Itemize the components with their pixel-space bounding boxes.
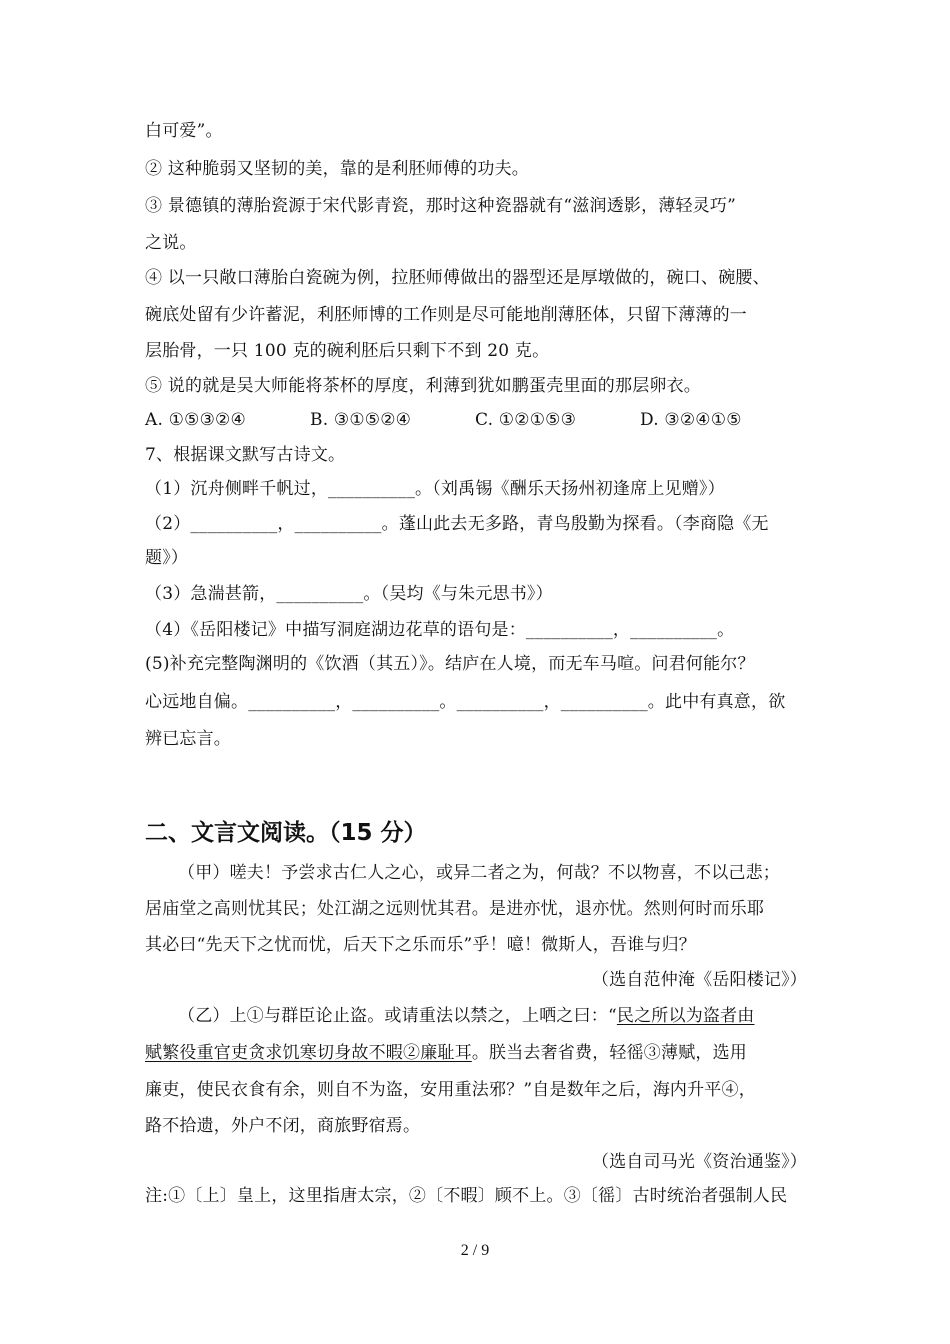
q7-line-4: （3）急湍甚箭，__________。（吴均《与朱元思书》）	[145, 584, 553, 604]
page-number: 2 / 9	[460, 1242, 490, 1259]
yi-line-1-text: （乙）上①与群臣论止盗。或请重法以禁之，上哂之曰：“	[178, 1006, 617, 1026]
q7-line-5: （4）《岳阳楼记》中描写洞庭湖边花草的语句是：__________，__________。	[145, 620, 735, 640]
q7-line-3: 题》）	[145, 548, 189, 568]
q6-line-4: 之说。	[145, 233, 197, 253]
option-a: A. ①⑤③②④	[145, 410, 246, 430]
option-b: B. ③①⑤②④	[310, 410, 412, 430]
jia-line-3: 其必曰“先天下之忧而忧，后天下之乐而乐”乎！噫！微斯人，吾谁与归？	[145, 935, 696, 955]
q7-title: 7、根据课文默写古诗文。	[145, 445, 346, 465]
yi-line-4: 路不拾遗，外户不闭，商旅野宿焉。	[145, 1116, 421, 1136]
yi-line-2-text: 。朕当去奢省费，轻徭③薄赋，选用	[471, 1043, 748, 1063]
yi-line-2	[145, 1041, 747, 1065]
jia-source: （选自范仲淹《岳阳楼记》）	[591, 970, 807, 990]
underlined-sentence-part-1: 民之所以为盗者由	[616, 1006, 755, 1026]
footnote: 注:①〔上〕皇上，这里指唐太宗，②〔不暇〕顾不上。③〔徭〕古时统治者强制人民	[145, 1186, 788, 1206]
yi-line-3: 廉吏，使民衣食有余，则自不为盗，安用重法邪？”自是数年之后，海内升平④，	[145, 1080, 756, 1100]
q7-line-7: 心远地自偏。__________，__________。__________，__________。此中有真意，欲	[145, 692, 786, 712]
option-c: C. ①②①⑤③	[475, 410, 577, 430]
q7-line-2: （2）__________，__________。蓬山此去无多路，青鸟殷勤为探看。（李商隐《无	[145, 514, 769, 534]
section-heading: 二、文言文阅读。（15 分）	[145, 820, 427, 846]
yi-line-1	[178, 1004, 755, 1028]
q6-line-2: ② 这种脆弱又坚韧的美，靠的是利胚师傅的功夫。	[145, 159, 530, 179]
q6-line-7: 层胎骨，一只 100 克的碗利胚后只剩下不到 20 克。	[145, 341, 550, 361]
yi-source: （选自司马光《资治通鉴》）	[591, 1152, 807, 1172]
q6-line-3: ③ 景德镇的薄胎瓷源于宋代影青瓷，那时这种瓷器就有“滋润透影，薄轻灵巧”	[145, 196, 736, 216]
jia-line-1: （甲）嗟夫！予尝求古仁人之心，或异二者之为，何哉？不以物喜，不以己悲；	[178, 863, 780, 883]
q6-options	[145, 408, 742, 432]
q6-line-6: 碗底处留有少许蓄泥，利胚师博的工作则是尽可能地削薄胚体，只留下薄薄的一	[145, 305, 747, 325]
q7-line-6: (5)补充完整陶渊明的《饮酒（其五）》。结庐在人境，而无车马喧。问君何能尔？	[145, 654, 755, 674]
option-d: D. ③②④①⑤	[640, 410, 742, 430]
underlined-sentence-part-2: 赋繁役重官吏贪求饥寒切身故不暇②廉耻耳	[145, 1043, 472, 1063]
q6-line-5: ④ 以一只敞口薄胎白瓷碗为例，拉胚师傅做出的器型还是厚墩做的，碗口、碗腰、	[145, 268, 770, 288]
q7-line-1: （1）沉舟侧畔千帆过，__________。（刘禹锡《酬乐天扬州初逢席上见赠》）	[145, 479, 725, 499]
q6-line-1: 白可爱”。	[145, 121, 223, 141]
jia-line-2: 居庙堂之高则忧其民；处江湖之远则忧其君。是进亦忧，退亦忧。然则何时而乐耶	[145, 899, 765, 919]
q7-line-8: 辨已忘言。	[145, 729, 231, 749]
q6-line-8: ⑤ 说的就是吴大师能将茶杯的厚度，利薄到犹如鹏蛋壳里面的那层卵衣。	[145, 376, 702, 396]
